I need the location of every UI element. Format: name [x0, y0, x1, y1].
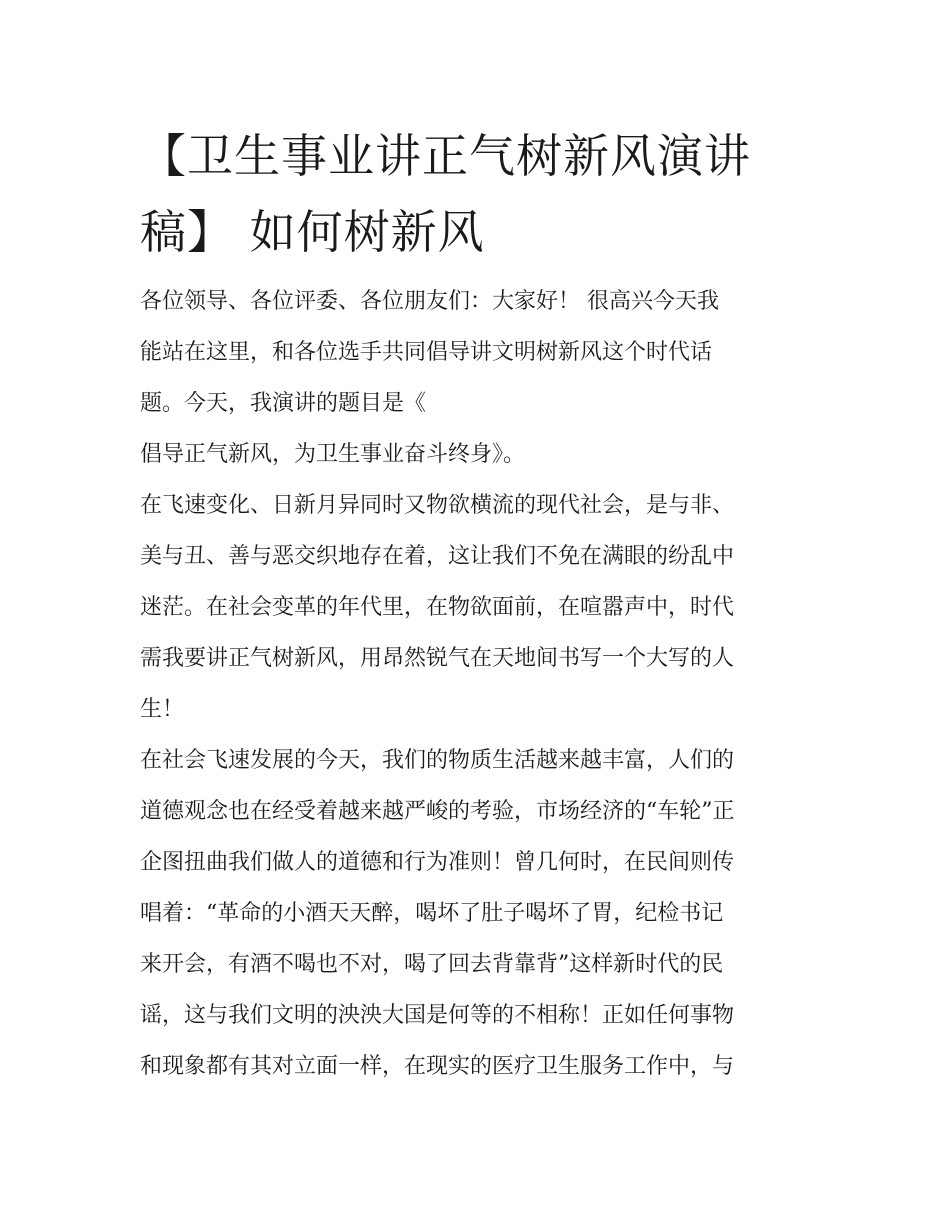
title-line-2: 稿】 如何树新风: [140, 205, 485, 259]
document-page: [140, 118, 820, 1092]
body-line: 美与丑、善与恶交织地存在着，这让我们不免在满眼的纷乱中: [140, 544, 735, 569]
body-line: 生！: [140, 697, 185, 722]
body-line: 来开会，有酒不喝也不对，喝了回去背靠背”这样新时代的民: [140, 952, 724, 977]
body-line: 和现象都有其对立面一样，在现实的医疗卫生服务工作中，与: [140, 1054, 735, 1079]
document-title: [140, 118, 820, 270]
body-line: 唱着：“革命的小酒天天醉，喝坏了肚子喝坏了胃，纪检书记: [140, 901, 724, 926]
body-line: 企图扭曲我们做人的道德和行为准则！曾几何时，在民间则传: [140, 850, 735, 875]
body-line: 在飞速变化、日新月异同时又物欲横流的现代社会，是与非、: [140, 493, 735, 518]
body-line: 能站在这里，和各位选手共同倡导讲文明树新风这个时代话: [140, 340, 713, 365]
body-line: 在社会飞速发展的今天，我们的物质生活越来越丰富，人们的: [140, 748, 735, 773]
document-body: [140, 276, 820, 1092]
body-line: 题。今天，我演讲的题目是《: [140, 391, 427, 416]
body-line: 倡导正气新风，为卫生事业奋斗终身》。: [140, 442, 526, 467]
body-line: 需我要讲正气树新风，用昂然锐气在天地间书写一个大写的人: [140, 646, 735, 671]
body-line: 谣，这与我们文明的泱泱大国是何等的不相称！正如任何事物: [140, 1003, 735, 1028]
body-line: 各位领导、各位评委、各位朋友们：大家好！ 很高兴今天我: [140, 289, 719, 314]
body-line: 道德观念也在经受着越来越严峻的考验，市场经济的“车轮”正: [140, 799, 735, 824]
title-line-1: 【卫生事业讲正气树新风演讲: [140, 129, 751, 183]
body-line: 迷茫。在社会变革的年代里，在物欲面前，在喧嚣声中，时代: [140, 595, 735, 620]
